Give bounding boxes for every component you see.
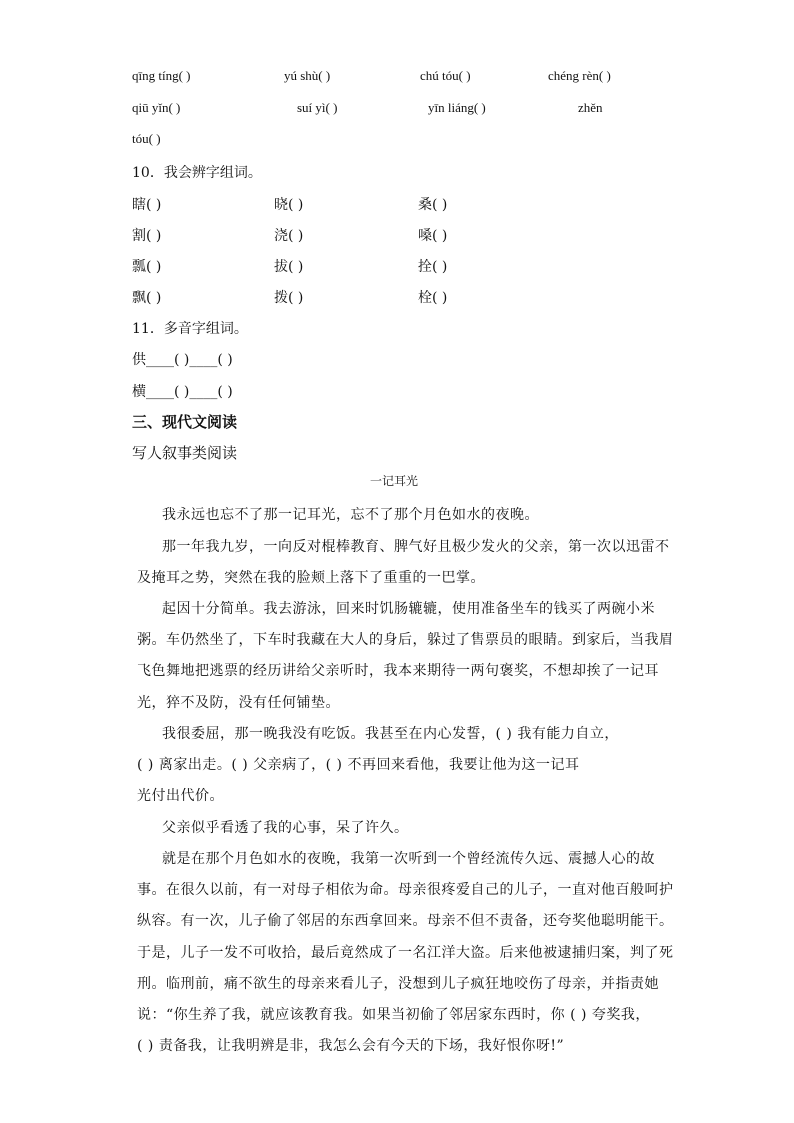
polyphone-line: 横____( )____( ) xyxy=(132,384,233,400)
word-blank: 飘( ) xyxy=(132,290,162,306)
story-line: 刑。临刑前，痛不欲生的母亲来看儿子，没想到儿子疯狂地咬伤了母亲，并指责她 xyxy=(137,976,659,992)
story-line: 那一年我九岁，一向反对棍棒教育、脾气好且极少发火的父亲，第一次以迅雷不 xyxy=(162,539,670,555)
word-blank: 拴( ) xyxy=(418,259,448,275)
story-line: ( ) 离家出走。( ) 父亲病了，( ) 不再回来看他，我要让他为这一记耳 xyxy=(137,757,580,773)
story-line: 就是在那个月色如水的夜晚，我第一次听到一个曾经流传久远、震撼人心的故 xyxy=(162,851,655,867)
pinyin-item: yú shù( ) xyxy=(284,68,331,83)
pinyin-item: suí yì( ) xyxy=(297,100,338,115)
word-blank: 瞎( ) xyxy=(132,197,162,213)
story-line: 我很委屈，那一晚我没有吃饭。我甚至在内心发誓，( ) 我有能力自立， xyxy=(162,726,619,742)
story-line: 起因十分简单。我去游泳，回来时饥肠辘辘，使用准备坐车的钱买了两碗小米 xyxy=(162,601,655,617)
word-blank: 桑( ) xyxy=(418,197,448,213)
pinyin-item: zhěn xyxy=(578,100,603,115)
pinyin-item: chéng rèn( ) xyxy=(548,68,611,83)
pinyin-item: qiū yǐn( ) xyxy=(132,100,181,115)
pinyin-item: yīn liáng( ) xyxy=(428,100,486,115)
story-line: 我永远也忘不了那一记耳光，忘不了那个月色如水的夜晚。 xyxy=(162,507,539,523)
story-line: 父亲似乎看透了我的心事，呆了许久。 xyxy=(162,820,409,836)
story-line: 光，猝不及防，没有任何铺垫。 xyxy=(137,695,340,711)
story-line: 说：“你生养了我，就应该教育我。如果当初偷了邻居家东西时，你 ( ) 夸奖我， xyxy=(137,1007,650,1023)
story-line: 飞色舞地把逃票的经历讲给父亲听时，我本来期待一两句褒奖，不想却挨了一记耳 xyxy=(137,663,659,679)
section-subtitle: 写人叙事类阅读 xyxy=(132,444,238,462)
story-line: 光付出代价。 xyxy=(137,788,224,804)
word-blank: 割( ) xyxy=(132,228,162,244)
question-10-title: 10．我会辨字组词。 xyxy=(132,165,262,181)
word-blank: 嗓( ) xyxy=(418,228,448,244)
word-blank: 瓢( ) xyxy=(132,259,162,275)
word-blank: 浇( ) xyxy=(274,228,304,244)
pinyin-item: tóu( ) xyxy=(132,131,161,146)
story-line: 事。在很久以前，有一对母子相依为命。母亲很疼爱自己的儿子，一直对他百般呵护 xyxy=(137,882,674,898)
pinyin-item: chú tóu( ) xyxy=(420,68,471,83)
word-blank: 拔( ) xyxy=(274,259,304,275)
question-11-title: 11．多音字组词。 xyxy=(132,321,248,337)
pinyin-item: qīng tíng( ) xyxy=(132,68,191,83)
story-title: 一记耳光 xyxy=(370,474,419,488)
word-blank: 晓( ) xyxy=(274,197,304,213)
polyphone-line: 供____( )____( ) xyxy=(132,352,233,368)
story-line: 纵容。有一次，儿子偷了邻居的东西拿回来。母亲不但不责备，还夸奖他聪明能干。 xyxy=(137,913,674,929)
story-line: ( ) 责备我，让我明辨是非，我怎么会有今天的下场，我好恨你呀!” xyxy=(137,1038,565,1054)
story-line: 粥。车仍然坐了，下车时我藏在大人的身后，躲过了售票员的眼睛。到家后，当我眉 xyxy=(137,632,674,648)
word-blank: 拨( ) xyxy=(274,290,304,306)
section-title: 三、现代文阅读 xyxy=(132,413,238,431)
word-blank: 栓( ) xyxy=(418,290,448,306)
story-line: 及掩耳之势，突然在我的脸颊上落下了重重的一巴掌。 xyxy=(137,570,485,586)
story-line: 于是，儿子一发不可收拾，最后竟然成了一名江洋大盗。后来他被逮捕归案，判了死 xyxy=(137,945,674,961)
